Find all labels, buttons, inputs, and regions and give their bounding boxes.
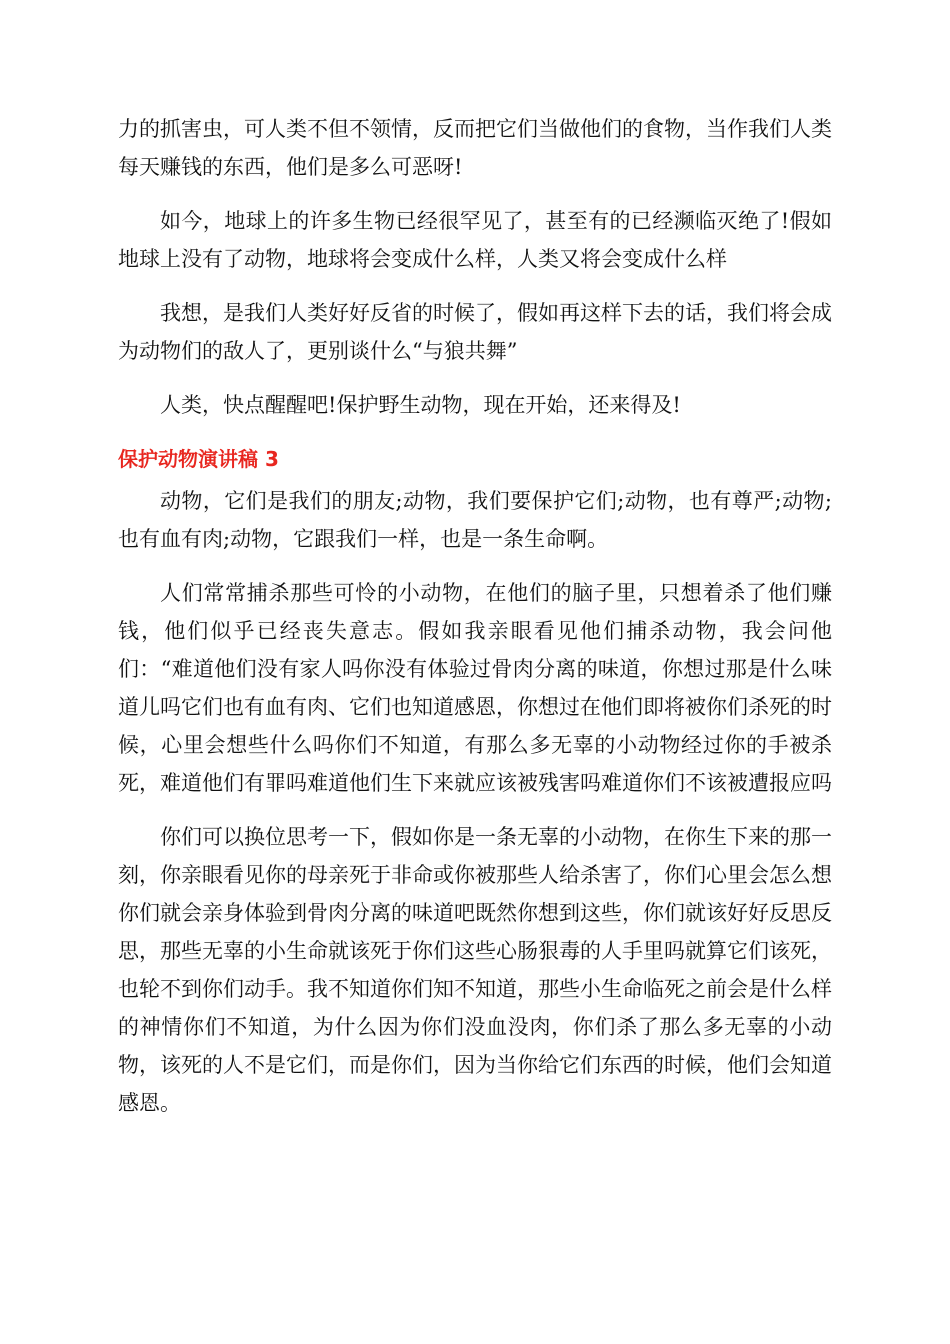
paragraph: 动物，它们是我们的朋友;动物，我们要保护它们;动物，也有尊严;动物;也有血有肉;动物，它跟我们一样，也是一条生命啊。 bbox=[118, 489, 832, 551]
paragraph: 如今，地球上的许多生物已经很罕见了，甚至有的已经濒临灭绝了!假如地球上没有了动物，地球将会变成什么样，人类又将会变成什么样 bbox=[118, 209, 832, 271]
paragraph: 我想，是我们人类好好反省的时候了，假如再这样下去的话，我们将会成为动物们的敌人了，更别谈什么“与狼共舞” bbox=[118, 301, 832, 363]
paragraph-continued: 力的抓害虫，可人类不但不领情，反而把它们当做他们的食物，当作我们人类每天赚钱的东西，他们是多么可恶呀! bbox=[118, 117, 832, 179]
section-heading: 保护动物演讲稿 3 bbox=[118, 447, 279, 471]
paragraph: 人们常常捕杀那些可怜的小动物，在他们的脑子里，只想着杀了他们赚钱，他们似乎已经丧失意志。假如我亲眼看见他们捕杀动物，我会问他们：“难道他们没有家人吗你没有体验过骨肉分离的味道，你想过那是什么味道儿吗它们也有血有肉、它们也知道感恩，你想过在他们即将被你们杀死的时候，心里会想些什么吗你们不知道，有那么多无辜的小动物经过你的手被杀死，难道他们有罪吗难道他们生下来就应该被残害吗难道你们不该被遭报应吗 bbox=[118, 581, 832, 795]
paragraph: 你们可以换位思考一下，假如你是一条无辜的小动物，在你生下来的那一刻，你亲眼看见你的母亲死于非命或你被那些人给杀害了，你们心里会怎么想你们就会亲身体验到骨肉分离的味道吧既然你想到这些，你们就该好好反思反思，那些无辜的小生命就该死于你们这些心肠狠毒的人手里吗就算它们该死，也轮不到你们动手。我不知道你们知不知道，那些小生命临死之前会是什么样的神情你们不知道，为什么因为你们没血没肉，你们杀了那么多无辜的小动物，该死的人不是它们，而是你们，因为当你给它们东西的时候，他们会知道感恩。 bbox=[118, 825, 832, 1115]
paragraph: 人类，快点醒醒吧!保护野生动物，现在开始，还来得及! bbox=[160, 393, 681, 417]
document-body bbox=[118, 110, 832, 1138]
